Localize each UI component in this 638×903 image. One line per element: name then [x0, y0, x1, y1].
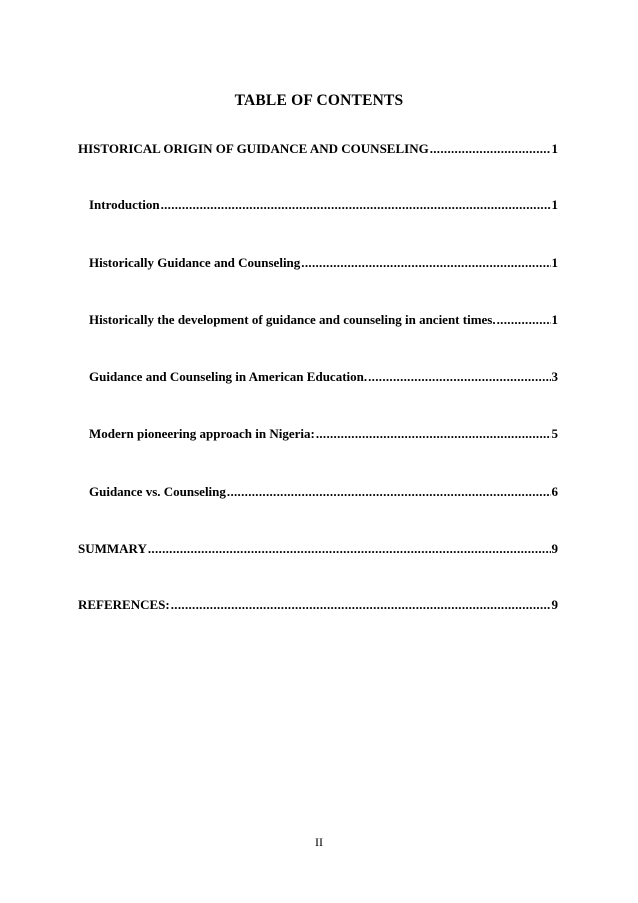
- toc-entry-page: 1: [551, 255, 558, 270]
- toc-dot-leader: [148, 541, 551, 557]
- page-number: II: [315, 835, 323, 849]
- toc-entry-text: Historically the development of guidance and counseling in ancient times.: [89, 312, 496, 327]
- toc-entry[interactable]: [78, 597, 558, 613]
- toc-dot-leader: [430, 141, 551, 157]
- toc-entry-page: 5: [551, 426, 558, 441]
- toc-entry-page: 6: [551, 484, 558, 499]
- toc-entry-text: Modern pioneering approach in Nigeria:: [89, 426, 315, 441]
- toc-dot-leader: [368, 369, 550, 385]
- toc-dot-leader: [316, 426, 551, 442]
- toc-dot-leader: [171, 597, 551, 613]
- toc-entry-text: Introduction: [89, 197, 160, 212]
- toc-dot-leader: [301, 255, 550, 271]
- toc-dot-leader: [497, 312, 551, 328]
- toc-entry[interactable]: [89, 369, 558, 385]
- toc-entry[interactable]: [89, 255, 558, 271]
- toc-entry-text: REFERENCES:: [78, 597, 170, 612]
- toc-entry-text: Historically Guidance and Counseling: [89, 255, 301, 270]
- toc-entry-page: 9: [551, 597, 558, 612]
- toc-dot-leader: [161, 197, 551, 213]
- toc-entry-text: Guidance and Counseling in American Education.: [89, 369, 368, 384]
- toc-dot-leader: [227, 484, 551, 500]
- toc-entry-page: 9: [551, 541, 558, 556]
- toc-entry[interactable]: [89, 426, 558, 442]
- toc-entry-page: 1: [551, 312, 558, 327]
- toc-entry-page: 1: [551, 141, 558, 156]
- toc-entry-text: HISTORICAL ORIGIN OF GUIDANCE AND COUNSELING: [78, 141, 429, 156]
- toc-entry[interactable]: [78, 541, 558, 557]
- toc-entry[interactable]: [89, 197, 558, 213]
- toc-entry-page: 3: [551, 369, 558, 384]
- toc-entry-page: 1: [551, 197, 558, 212]
- toc-title: TABLE OF CONTENTS: [234, 92, 404, 109]
- toc-entry[interactable]: [89, 312, 558, 328]
- toc-entry-text: SUMMARY: [78, 541, 147, 556]
- toc-entry[interactable]: [78, 141, 558, 157]
- toc-entry[interactable]: [89, 484, 558, 500]
- toc-entry-text: Guidance vs. Counseling: [89, 484, 226, 499]
